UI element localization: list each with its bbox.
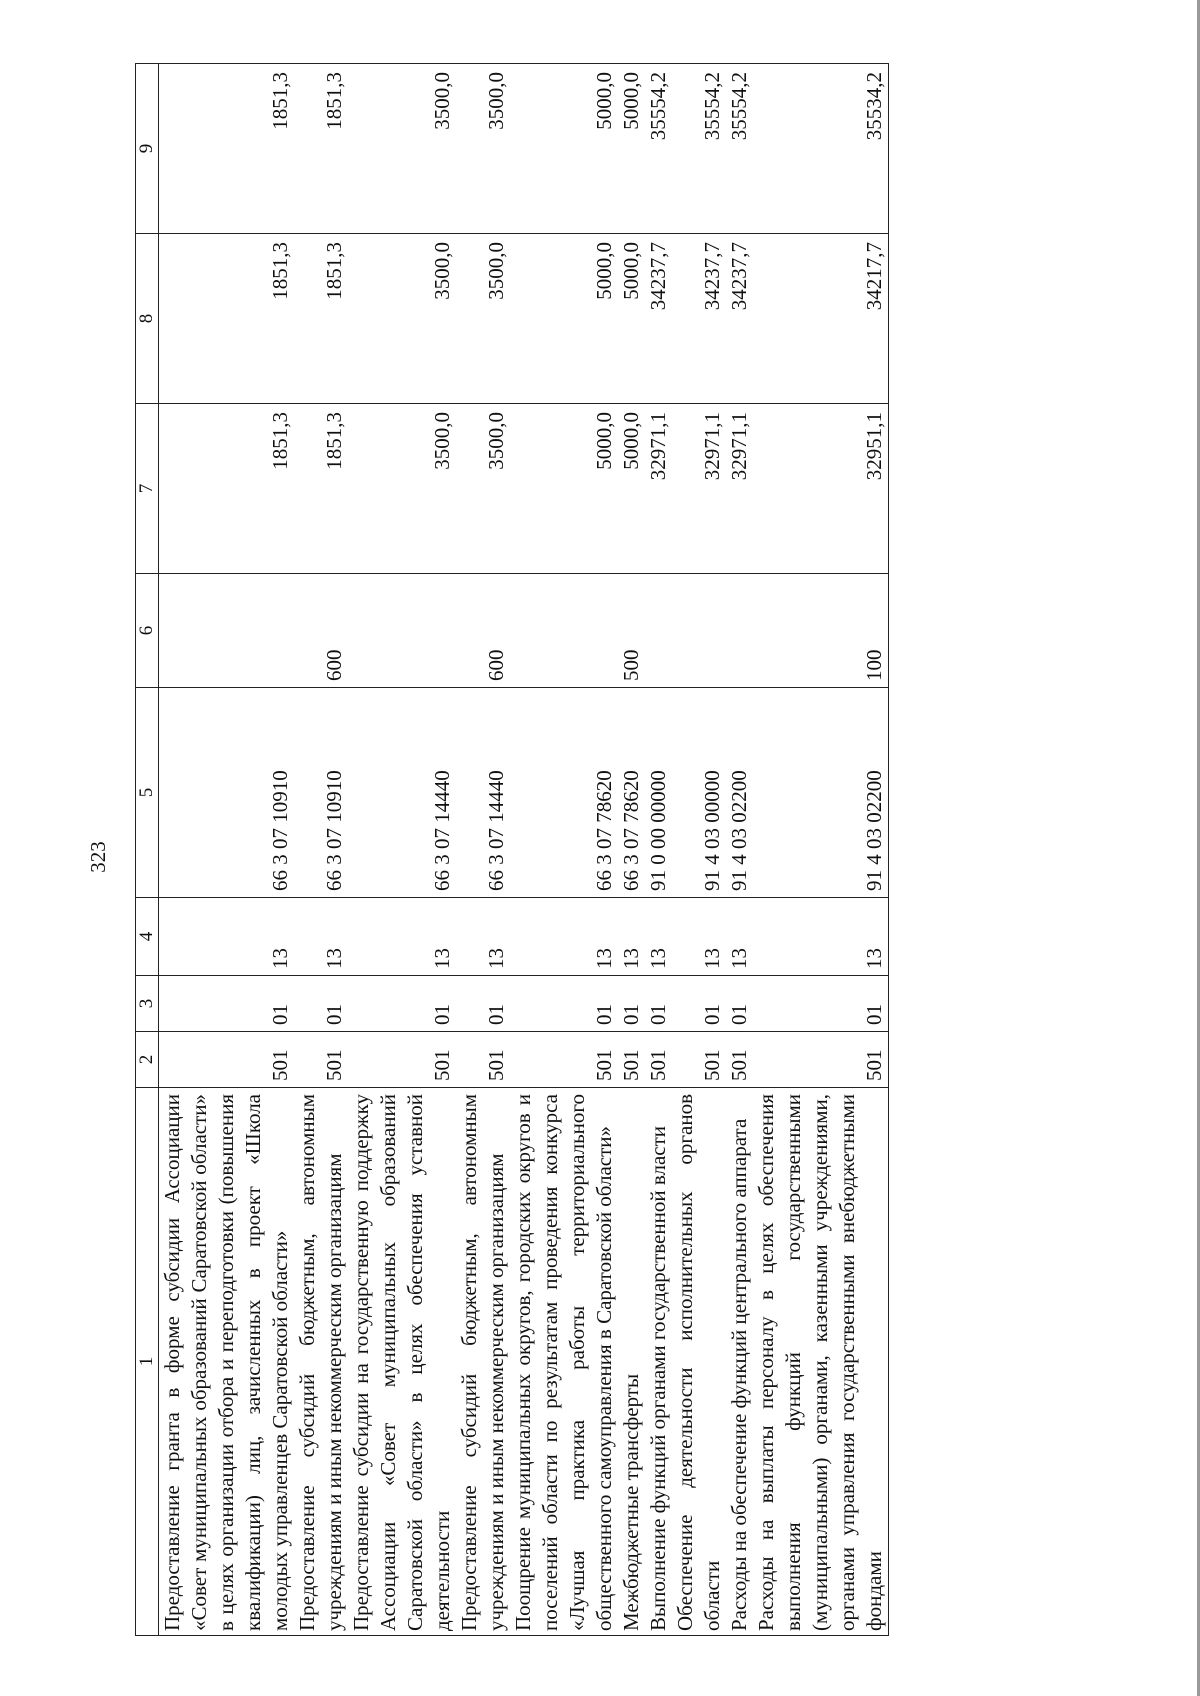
budget-table-rotated: [135, 64, 1161, 1636]
cell-amount-year1: 3500,0: [456, 404, 510, 574]
cell-subsection: 13: [348, 898, 456, 976]
row-name: Межбюджетные трансферты: [618, 1088, 645, 1636]
cell-target-article: 91 4 03 02200: [753, 688, 889, 898]
cell-subsection: 13: [618, 898, 645, 976]
cell-ministry: 501: [726, 1032, 753, 1088]
cell-amount-year1: 5000,0: [618, 404, 645, 574]
row-name: Расходы на обеспечение функций центрального аппарата: [726, 1088, 753, 1636]
cell-amount-year3: 35554,2: [645, 64, 672, 234]
row-name: Выполнение функций органами государственной власти: [645, 1088, 672, 1636]
cell-amount-year2: 3500,0: [348, 234, 456, 404]
cell-expense-type: 600: [456, 574, 510, 688]
cell-amount-year3: 35554,2: [672, 64, 726, 234]
cell-amount-year3: 3500,0: [348, 64, 456, 234]
cell-target-article: 66 3 07 14440: [348, 688, 456, 898]
table-row: [753, 64, 889, 1636]
table-row: [510, 64, 618, 1636]
cell-amount-year1: 32971,1: [645, 404, 672, 574]
cell-target-article: 66 3 07 78620: [510, 688, 618, 898]
cell-amount-year1: 3500,0: [348, 404, 456, 574]
cell-amount-year3: 5000,0: [510, 64, 618, 234]
row-name: Поощрение муниципальных округов, городских округов и поселений области по результатам проведения конкурса «Лучшая практика работы территориального общественного самоуправления в Саратовской области»: [510, 1088, 618, 1636]
cell-section: 01: [294, 976, 348, 1032]
cell-amount-year2: 34237,7: [726, 234, 753, 404]
cell-ministry: 501: [294, 1032, 348, 1088]
cell-amount-year3: 5000,0: [618, 64, 645, 234]
cell-amount-year1: 1851,3: [294, 404, 348, 574]
cell-section: 01: [159, 976, 295, 1032]
cell-subsection: 13: [726, 898, 753, 976]
cell-ministry: 501: [645, 1032, 672, 1088]
cell-section: 01: [753, 976, 889, 1032]
cell-subsection: 13: [753, 898, 889, 976]
cell-ministry: 501: [456, 1032, 510, 1088]
cell-section: 01: [456, 976, 510, 1032]
table-row: [348, 64, 456, 1636]
cell-subsection: 13: [294, 898, 348, 976]
cell-expense-type: [510, 574, 618, 688]
cell-amount-year3: 3500,0: [456, 64, 510, 234]
cell-target-article: 91 0 00 00000: [645, 688, 672, 898]
page-number: 323: [86, 841, 110, 873]
row-name: Предоставление субсидий бюджетным, автономным учреждениям и иным некоммерческим организациям: [456, 1088, 510, 1636]
table-row: [456, 64, 510, 1636]
cell-ministry: 501: [618, 1032, 645, 1088]
cell-subsection: 13: [159, 898, 295, 976]
cell-amount-year1: 5000,0: [510, 404, 618, 574]
table-row: [618, 64, 645, 1636]
row-name: Предоставление гранта в форме субсидии Ассоциации «Совет муниципальных образований Саратовской области» в целях организации отбора и переподготовки (повышения квалификации) лиц, зачисленных в проект «Школа молодых управленцев Саратовской области»: [159, 1088, 295, 1636]
cell-amount-year2: 3500,0: [456, 234, 510, 404]
cell-expense-type: 100: [753, 574, 889, 688]
cell-amount-year2: 5000,0: [618, 234, 645, 404]
cell-section: 01: [672, 976, 726, 1032]
cell-ministry: 501: [159, 1032, 295, 1088]
table-row: [672, 64, 726, 1636]
cell-section: 01: [726, 976, 753, 1032]
cell-section: 01: [618, 976, 645, 1032]
table-row: [294, 64, 348, 1636]
cell-amount-year2: 5000,0: [510, 234, 618, 404]
column-header: 6: [136, 574, 159, 688]
column-header: 7: [136, 404, 159, 574]
cell-section: 01: [645, 976, 672, 1032]
cell-amount-year3: 1851,3: [159, 64, 295, 234]
cell-expense-type: [645, 574, 672, 688]
cell-ministry: 501: [753, 1032, 889, 1088]
cell-target-article: 66 3 07 10910: [159, 688, 295, 898]
cell-ministry: 501: [348, 1032, 456, 1088]
row-name: Обеспечение деятельности исполнительных органов области: [672, 1088, 726, 1636]
cell-section: 01: [348, 976, 456, 1032]
table-row: [726, 64, 753, 1636]
cell-target-article: 66 3 07 78620: [618, 688, 645, 898]
table-row: [645, 64, 672, 1636]
cell-expense-type: 600: [294, 574, 348, 688]
cell-amount-year2: 34217,7: [753, 234, 889, 404]
budget-table: [135, 63, 889, 1636]
cell-amount-year2: 34237,7: [672, 234, 726, 404]
cell-amount-year3: 1851,3: [294, 64, 348, 234]
cell-amount-year1: 32951,1: [753, 404, 889, 574]
cell-amount-year1: 32971,1: [726, 404, 753, 574]
cell-amount-year1: 32971,1: [672, 404, 726, 574]
cell-target-article: 91 4 03 00000: [672, 688, 726, 898]
table-row: [159, 64, 295, 1636]
cell-amount-year2: 1851,3: [294, 234, 348, 404]
cell-amount-year3: 35534,2: [753, 64, 889, 234]
column-header: 8: [136, 234, 159, 404]
column-header: 1: [136, 1088, 159, 1636]
cell-expense-type: 500: [618, 574, 645, 688]
cell-target-article: 91 4 03 02200: [726, 688, 753, 898]
cell-expense-type: [348, 574, 456, 688]
column-header: 9: [136, 64, 159, 234]
column-header: 5: [136, 688, 159, 898]
cell-subsection: 13: [645, 898, 672, 976]
cell-ministry: 501: [672, 1032, 726, 1088]
cell-amount-year1: 1851,3: [159, 404, 295, 574]
cell-subsection: 13: [510, 898, 618, 976]
cell-amount-year3: 35554,2: [726, 64, 753, 234]
row-name: Предоставление субсидии на государственную поддержку Ассоциации «Совет муниципальных образований Саратовской области» в целях обеспечения уставной деятельности: [348, 1088, 456, 1636]
cell-expense-type: [159, 574, 295, 688]
cell-expense-type: [672, 574, 726, 688]
cell-expense-type: [726, 574, 753, 688]
cell-ministry: 501: [510, 1032, 618, 1088]
table-header-row: [136, 64, 159, 1636]
cell-subsection: 13: [456, 898, 510, 976]
cell-section: 01: [510, 976, 618, 1032]
column-header: 3: [136, 976, 159, 1032]
cell-amount-year2: 1851,3: [159, 234, 295, 404]
cell-amount-year2: 34237,7: [645, 234, 672, 404]
row-name: Расходы на выплаты персоналу в целях обеспечения выполнения функций государственными (муниципальными) органами, казенными учреждениями, органами управления государственными внебюджетными фондами: [753, 1088, 889, 1636]
row-name: Предоставление субсидий бюджетным, автономным учреждениям и иным некоммерческим организациям: [294, 1088, 348, 1636]
cell-target-article: 66 3 07 14440: [456, 688, 510, 898]
cell-subsection: 13: [672, 898, 726, 976]
cell-target-article: 66 3 07 10910: [294, 688, 348, 898]
column-header: 4: [136, 898, 159, 976]
column-header: 2: [136, 1032, 159, 1088]
